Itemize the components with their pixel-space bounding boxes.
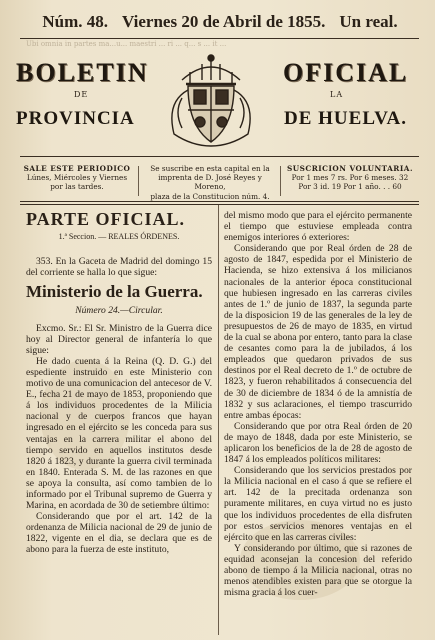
paragraph: Y considerando por último, que si razones de equidad aconsejan la concesion del referido abono de tiempo á la Milicia nacional, otras no menos atendibles existen para que se otorgue la misma gracia á los cuer- xyxy=(224,542,412,599)
circular-number: Número 24.—Circular. xyxy=(75,305,163,317)
paragraph: Considerando que por el art. 142 de la ordenanza de Milicia nacional de 29 de junio de 1822, vigente en el dia, se declara que es de abono para la fuerza de este instituto, xyxy=(26,511,212,556)
paragraph: He dado cuenta á la Reina (Q. D. G.) del espediente instruido en este Ministerio con motivo de una comunicacion del antecesor de V. E., fecha 21 de mayo de 1853, proponiendo que á los individuos procedentes de la Milicia nacional y de cuerpos francos que hayan ingresado en el ejército se les conceda para sus ventajas en la carrera militar el abono del tiempo servido en aquellos institutos desde 1820 á 1823, y durante la guerra civil terminada en 1840. Enterada S. M. de las razones en que se apoya la consulta, así como tambien de lo informado por el Tribunal supremo de Guerra y Marina, en acordada de 30 de setiembre último: xyxy=(26,355,212,512)
paragraph: Excmo. Sr.: El Sr. Ministro de la Guerra dice hoy al Director general de infantería lo que sigue: xyxy=(26,322,212,356)
paragraph: 353. En la Gaceta de Madrid del domingo 15 del corriente se halla lo que sigue: xyxy=(26,256,212,279)
section-heading: PARTE OFICIAL. xyxy=(26,209,186,229)
info-divider xyxy=(280,166,281,196)
right-column xyxy=(224,210,412,598)
column-divider xyxy=(218,205,219,635)
paragraph: del mismo modo que para el ejército permanente el tiempo que estuviese empleada contra enemigos interiores ó exteriores: xyxy=(224,210,412,244)
info-rule xyxy=(20,204,419,205)
title-oficial: OFICIAL xyxy=(283,58,409,87)
paragraph: Considerando que por Real órden de 28 de agosto de 1847, espedida por el Ministerio de Hacienda, se hizo extensiva á los milicianos nacionales de la anterior época constitucional que hubiesen ingresado en las carreras civiles antes de 1.º de junio de 1837, la segunda parte de la disposicion 19 de las generales de la ley de presupuestos de 26 de mayo de 1835, en virtud de la cual se abona por entero, tanto para la clase de cesantes como para la de jubilados, á los empleados que quedaron privados de sus destinos por el Real decreto de 1.º de octubre de 1823, y fueron rehabilitados á consecuencia del de 30 de diciembre de 1834 ó de la amnistía de 1832 y sus aclaraciones, el tiempo trascurrido entre ambas épocas: xyxy=(224,243,412,421)
issue-date: Viernes 20 de Abril de 1855. xyxy=(122,12,326,31)
bleed-through-text: Ubi omnia in partes ma...u... maestri ... ri ... q... s ... it ... xyxy=(26,40,227,48)
left-column xyxy=(26,210,212,556)
info-rule xyxy=(20,201,419,202)
subscription-line: Se suscribe en esta capital en la xyxy=(150,164,270,173)
issue-number: Núm. 48. xyxy=(42,12,109,31)
subsection-heading: 1.ª Seccion. — REALES ÓRDENES. xyxy=(58,232,180,242)
paragraph: Considerando que los servicios prestados por la Milicia nacional en el caso á que se refiere el art. 142 de la precitada ordenanza son puramente militares, en cuya virtud no es justo que los individuos procedentes de ella disfruten por estos servicios menores ventajas en el ejército que en las carreras civiles: xyxy=(224,465,412,543)
top-rule xyxy=(20,38,419,39)
ministry-heading: Ministerio de la Guerra. xyxy=(26,282,203,302)
prices-line: Por 3 id. 19 Por 1 año. . . 60 xyxy=(298,182,402,192)
subscription-line: imprenta de D. José Reyes y Moreno, xyxy=(158,173,262,192)
prices-line: Por 1 mes 7 rs. Por 6 meses. 32 xyxy=(291,173,409,183)
masthead-rule xyxy=(20,156,419,157)
info-divider xyxy=(138,166,139,196)
prices-heading: SUSCRICION VOLUNTARIA. xyxy=(286,164,413,173)
title-provincia: PROVINCIA xyxy=(16,108,135,129)
title-la: LA xyxy=(330,90,344,99)
title-boletin: BOLETIN xyxy=(16,58,149,87)
schedule-days: Lúnes, Miércoles y Viernes xyxy=(26,173,128,183)
coat-of-arms-icon xyxy=(152,50,270,150)
subscription-prices xyxy=(282,164,418,192)
paragraph: Considerando que por otra Real órden de 20 de mayo de 1848, dada por este Ministerio, se aplicaron los beneficios de la de 28 de agosto de 1847 á los empleados políticos militares: xyxy=(224,420,412,466)
subscription-line: plaza de la Constitucion núm. 4. xyxy=(150,191,270,201)
subscription-place xyxy=(142,164,278,201)
title-de-huelva: DE HUELVA. xyxy=(284,108,407,129)
issue-price: Un real. xyxy=(339,12,398,31)
publication-schedule xyxy=(18,164,136,192)
issue-line xyxy=(30,12,410,36)
title-de: DE xyxy=(74,90,89,99)
schedule-heading: SALE ESTE PERIODICO xyxy=(23,164,131,173)
schedule-time: por las tardes. xyxy=(50,182,104,192)
